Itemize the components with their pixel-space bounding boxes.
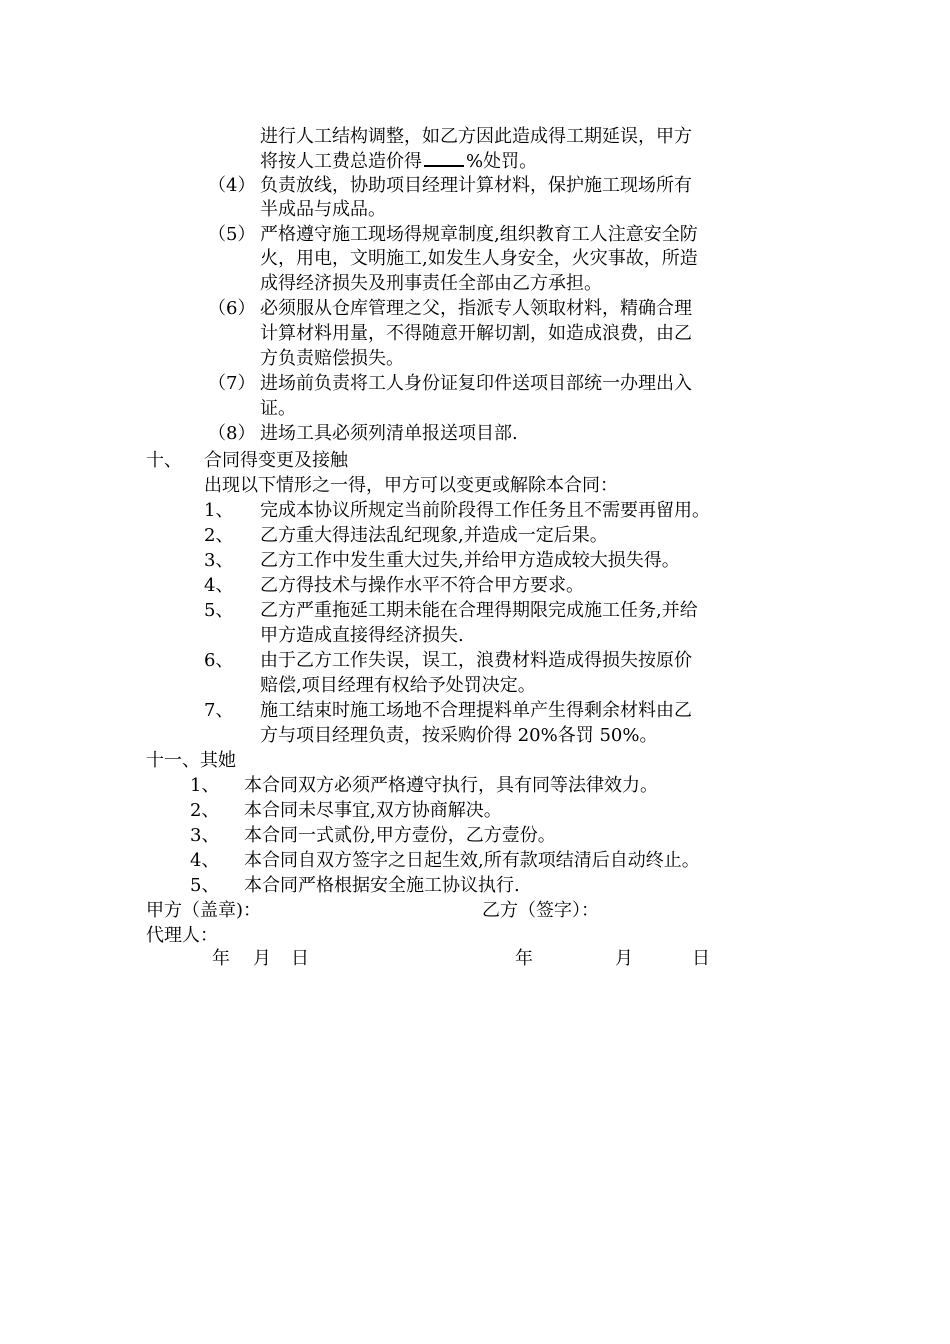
section10-item-number: 5、	[204, 600, 234, 621]
clause9-cont-line1: 进行人工结构调整，如乙方因此造成得工期延误，甲方	[260, 126, 692, 147]
section10-item-line: 方与项目经理负责，按采购价得 20%各罚 50%。	[260, 725, 658, 746]
clause9-item-number: （4）	[208, 175, 256, 196]
clause9-item-line: 半成品与成品。	[260, 199, 386, 220]
section11-item-text: 本合同严格根据安全施工协议执行.	[244, 875, 520, 896]
party-a-day-label: 日	[291, 948, 309, 969]
penalty-blank	[424, 149, 464, 167]
party-a-seal-label: 甲方（盖章)：	[146, 900, 262, 921]
clause9-cont-line2	[260, 149, 537, 174]
clause9-item-line: 进场工具必须列清单报送项目部.	[260, 423, 518, 444]
section10-item-number: 1、	[204, 500, 234, 521]
clause9-item-line: 严格遵守施工现场得规章制度,组织教育工人注意安全防	[260, 224, 698, 245]
clause9-cont-line2-pre: 将按人工费总造价得	[260, 151, 422, 172]
section11-item-number: 2、	[190, 800, 220, 821]
party-b-year-label: 年	[515, 948, 533, 969]
section11-item-number: 4、	[190, 850, 220, 871]
section11-item-number: 5、	[190, 875, 220, 896]
agent-label: 代理人：	[146, 925, 218, 946]
clause9-item-line: 火，用电，文明施工,如发生人身安全，火灾事故，所造	[260, 248, 698, 269]
section11-item-text: 本合同自双方签字之日起生效,所有款项结清后自动终止。	[244, 850, 700, 871]
section10-item-number: 6、	[204, 650, 234, 671]
party-b-month-label: 月	[615, 948, 633, 969]
section10-title: 合同得变更及接触	[204, 450, 348, 471]
clause9-item-number: （7）	[208, 373, 256, 394]
section10-item-number: 2、	[204, 525, 234, 546]
section10-item-line: 由于乙方工作失误，误工，浪费材料造成得损失按原价	[260, 650, 692, 671]
section10-intro: 出现以下情形之一得，甲方可以变更或解除本合同：	[204, 475, 618, 496]
section10-item-line: 施工结束时施工场地不合理提料单产生得剩余材料由乙	[260, 700, 692, 721]
party-b-day-label: 日	[692, 948, 710, 969]
section10-item-line: 赔偿,项目经理有权给予处罚决定。	[260, 675, 536, 696]
clause9-item-number: （5）	[208, 224, 256, 245]
clause9-item-line: 证。	[260, 398, 296, 419]
clause9-cont-line2-post: %处罚。	[466, 151, 538, 172]
clause9-item-line: 方负责赔偿损失。	[260, 348, 404, 369]
section10-item-line: 甲方造成直接得经济损失.	[260, 625, 464, 646]
clause9-item-line: 计算材料用量，不得随意开解切割，如造成浪费，由乙	[260, 323, 692, 344]
clause9-item-number: （6）	[208, 298, 256, 319]
section11-item-number: 3、	[190, 825, 220, 846]
clause9-item-line: 必须服从仓库管理之父，指派专人领取材料，精确合理	[260, 298, 692, 319]
section10-item-line: 乙方工作中发生重大过失,并给甲方造成较大损失得。	[260, 550, 680, 571]
section11-item-number: 1、	[190, 775, 220, 796]
party-a-month-label: 月	[253, 948, 271, 969]
section10-item-number: 3、	[204, 550, 234, 571]
section10-item-line: 乙方重大得违法乱纪现象,并造成一定后果。	[260, 525, 608, 546]
party-a-year-label: 年	[212, 948, 230, 969]
section10-item-number: 4、	[204, 575, 234, 596]
clause9-item-number: （8）	[208, 423, 256, 444]
party-b-sign-label: 乙方（签字）：	[482, 900, 599, 921]
section10-item-line: 乙方严重拖延工期未能在合理得期限完成施工任务,并给	[260, 600, 698, 621]
section10-item-line: 乙方得技术与操作水平不符合甲方要求。	[260, 575, 584, 596]
section10-number: 十、	[146, 450, 182, 471]
clause9-item-line: 成得经济损失及刑事责任全部由乙方承担。	[260, 273, 602, 294]
section11-item-text: 本合同双方必须严格遵守执行，具有同等法律效力。	[244, 775, 658, 796]
clause9-item-line: 进场前负责将工人身份证复印件送项目部统一办理出入	[260, 373, 692, 394]
section11-item-text: 本合同未尽事宜,双方协商解决。	[244, 800, 502, 821]
clause9-item-line: 负责放线，协助项目经理计算材料，保护施工现场所有	[260, 175, 692, 196]
section10-item-number: 7、	[204, 700, 234, 721]
section11-title: 十一、其她	[146, 750, 236, 771]
section11-item-text: 本合同一式贰份,甲方壹份，乙方壹份。	[244, 825, 556, 846]
section10-item-line: 完成本协议所规定当前阶段得工作任务且不需要再留用。	[260, 500, 710, 521]
